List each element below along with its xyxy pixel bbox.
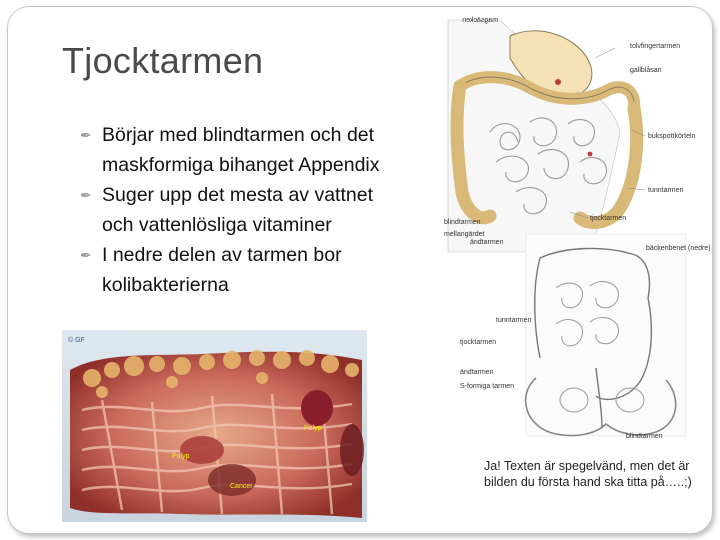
digestive-tract-drawing (440, 12, 696, 252)
bullet-text: I nedre delen av tarmen bor kolibakterierna (102, 244, 342, 296)
photo-label-polyp: Polyp (304, 425, 322, 432)
photo-watermark: © GF (68, 337, 85, 344)
anatomy-label: tunntarmen (648, 187, 684, 194)
anatomy-label: tunntarmen (496, 317, 532, 324)
digestive-tract-illustration (440, 12, 696, 252)
anatomy-label: ändtarmen (470, 239, 504, 246)
anatomy-label: bäckenbenet (nedre) (646, 245, 711, 252)
slide-title: Tjocktarmen (62, 40, 264, 81)
anatomy-label: magsäcken (462, 17, 498, 24)
anatomy-label: gallblåsan (630, 67, 662, 74)
photo-label-polyp: Polyp (172, 453, 190, 460)
colon-specimen-image (62, 330, 367, 522)
anatomy-label: S-formiga tarmen (460, 383, 515, 390)
anatomy-label: tjocktarmen (460, 339, 497, 346)
mirrored-text-note: Ja! Texten är spegelvänd, men det är bilden du första hand ska titta på…..;) (484, 459, 692, 489)
anatomy-label: blindtarmen (626, 433, 663, 440)
bullet-text: Suger upp det mesta av vattnet och vattenlösliga vitaminer (102, 184, 374, 236)
pen-nib-icon: ✒ (80, 247, 92, 263)
anatomy-label: bukspottkörteln (648, 133, 696, 140)
bullet-list (80, 120, 380, 300)
anatomy-label: ändtarmen (460, 369, 494, 376)
anatomy-label: blindtarmen (444, 219, 481, 226)
colon-specimen-photo (62, 330, 367, 522)
colon-pelvis-illustration (456, 228, 711, 443)
bullet-text: Börjar med blindtarmen och det maskformiga bihanget Appendix (102, 124, 380, 176)
photo-label-cancer: Cancer (230, 483, 253, 490)
pen-nib-icon: ✒ (80, 187, 92, 203)
bullet-item (80, 120, 380, 180)
pen-nib-icon: ✒ (80, 127, 92, 143)
anatomy-label: tjocktarmen (590, 215, 627, 222)
bullet-item (80, 240, 380, 300)
colon-pelvis-drawing (456, 228, 711, 443)
anatomy-label: mellangärdet (444, 231, 485, 238)
bullet-item (80, 180, 380, 240)
anatomy-label: tolvfingertarmen (630, 43, 681, 50)
